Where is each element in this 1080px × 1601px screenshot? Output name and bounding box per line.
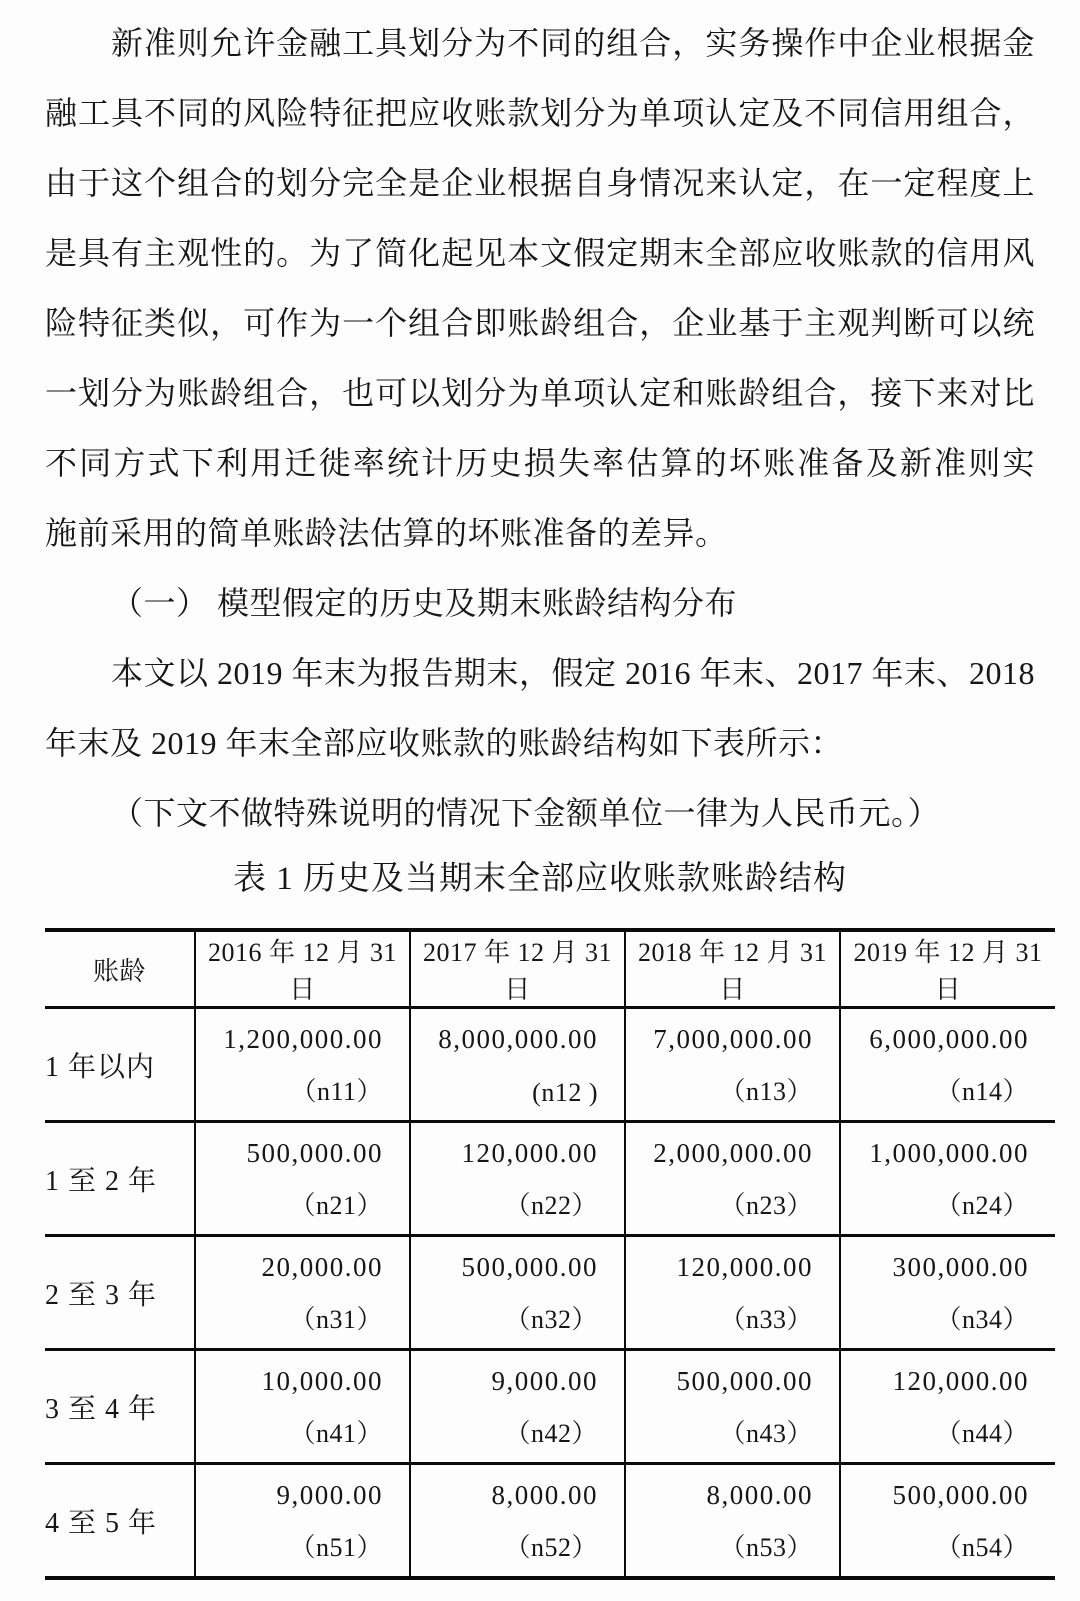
aging-table-wrapper [45, 928, 1055, 1580]
cell-code: （n32） [504, 1305, 598, 1334]
cell-amount: 7,000,000.00 [653, 1024, 813, 1054]
paragraph-line: 是具有主观性的。为了简化起见本文假定期末全部应收账款的信用风 [45, 235, 1035, 271]
cell-amount: 9,000.00 [491, 1366, 598, 1396]
cell-amount: 1,000,000.00 [869, 1138, 1029, 1168]
paragraph-line: 由于这个组合的划分完全是企业根据自身情况来认定，在一定程度上 [45, 165, 1035, 201]
column-header-2019: 2019 年 12 月 31 日 [840, 930, 1055, 1008]
paragraph-line: 施前采用的简单账龄法估算的坏账准备的差异。 [45, 515, 728, 551]
cell-code: （n22） [504, 1191, 598, 1220]
cell-amount: 500,000.00 [676, 1366, 813, 1396]
unit-note: （下文不做特殊说明的情况下金额单位一律为人民币元。） [111, 795, 941, 831]
cell-code: （n21） [289, 1191, 383, 1220]
cell-code: （n44） [935, 1419, 1029, 1448]
paragraph-line: 不同方式下利用迁徙率统计历史损失率估算的坏账准备及新准则实 [45, 445, 1035, 481]
cell-amount: 1,200,000.00 [223, 1024, 383, 1054]
table-cell [411, 1009, 624, 1120]
table-cell [411, 1123, 624, 1234]
table-row [45, 1008, 1055, 1122]
cell-code: （n34） [935, 1305, 1029, 1334]
cell-code: （n41） [289, 1419, 383, 1448]
row-label: 3 至 4 年 [45, 1350, 195, 1464]
cell-amount: 2,000,000.00 [653, 1138, 813, 1168]
table-cell [841, 1009, 1055, 1120]
table-caption: 表 1 历史及当期末全部应收账款账龄结构 [233, 861, 847, 897]
cell-code: （n31） [289, 1305, 383, 1334]
cell-amount: 8,000.00 [706, 1480, 813, 1510]
section-heading: （一） 模型假定的历史及期末账龄结构分布 [111, 585, 738, 621]
cell-amount: 500,000.00 [892, 1480, 1029, 1510]
table-cell [411, 1237, 624, 1348]
cell-amount: 8,000,000.00 [438, 1024, 598, 1054]
row-label: 2 至 3 年 [45, 1236, 195, 1350]
cell-amount: 8,000.00 [491, 1480, 598, 1510]
table-cell [841, 1351, 1055, 1462]
cell-amount: 120,000.00 [676, 1252, 813, 1282]
cell-amount: 20,000.00 [261, 1252, 383, 1282]
cell-amount: 6,000,000.00 [869, 1024, 1029, 1054]
cell-amount: 500,000.00 [461, 1252, 598, 1282]
cell-code: （n51） [289, 1533, 383, 1562]
table-cell [841, 1123, 1055, 1234]
paragraph-line: 新准则允许金融工具划分为不同的组合，实务操作中企业根据金 [111, 25, 1035, 61]
table-cell [841, 1237, 1055, 1348]
column-header-2016: 2016 年 12 月 31 日 [195, 930, 410, 1008]
column-header-age: 账龄 [45, 930, 195, 1008]
paragraph-line: 年末及 2019 年末全部应收账款的账龄结构如下表所示： [45, 725, 844, 761]
cell-code: （n14） [935, 1077, 1029, 1106]
cell-code: （n23） [719, 1191, 813, 1220]
cell-amount: 120,000.00 [892, 1366, 1029, 1396]
cell-code: （n24） [935, 1191, 1029, 1220]
table-cell [196, 1123, 409, 1234]
table-row [45, 1236, 1055, 1350]
table-row [45, 1350, 1055, 1464]
cell-amount: 9,000.00 [276, 1480, 383, 1510]
table-cell [411, 1351, 624, 1462]
table-cell [196, 1009, 409, 1120]
table-row [45, 1464, 1055, 1579]
table-cell [841, 1465, 1055, 1576]
paragraph-line: 险特征类似，可作为一个组合即账龄组合，企业基于主观判断可以统 [45, 305, 1035, 341]
cell-code: （n11） [290, 1077, 383, 1106]
cell-amount: 10,000.00 [261, 1366, 383, 1396]
row-label: 4 至 5 年 [45, 1464, 195, 1579]
paragraph-line: 融工具不同的风险特征把应收账款划分为单项认定及不同信用组合， [45, 95, 1035, 131]
row-label: 1 年以内 [45, 1008, 195, 1122]
table-header-row [45, 930, 1055, 1008]
cell-amount: 120,000.00 [461, 1138, 598, 1168]
cell-code: （n53） [719, 1533, 813, 1562]
table-cell [196, 1237, 409, 1348]
cell-code: (n12 ) [532, 1078, 598, 1107]
column-header-2018: 2018 年 12 月 31 日 [625, 930, 840, 1008]
cell-code: （n43） [719, 1419, 813, 1448]
cell-code: （n33） [719, 1305, 813, 1334]
aging-table [45, 928, 1055, 1580]
table-row [45, 1122, 1055, 1236]
table-cell [626, 1009, 839, 1120]
paragraph-line: 一划分为账龄组合，也可以划分为单项认定和账龄组合，接下来对比 [45, 375, 1035, 411]
cell-code: （n54） [935, 1533, 1029, 1562]
cell-code: （n52） [504, 1533, 598, 1562]
row-label: 1 至 2 年 [45, 1122, 195, 1236]
cell-code: （n13） [719, 1077, 813, 1106]
cell-code: （n42） [504, 1419, 598, 1448]
table-cell [411, 1465, 624, 1576]
table-cell [626, 1123, 839, 1234]
cell-amount: 500,000.00 [246, 1138, 383, 1168]
cell-amount: 300,000.00 [892, 1252, 1029, 1282]
table-cell [196, 1465, 409, 1576]
table-cell [626, 1351, 839, 1462]
paragraph-line: 本文以 2019 年末为报告期末，假定 2016 年末、2017 年末、2018 [111, 655, 1035, 691]
table-cell [626, 1465, 839, 1576]
column-header-2017: 2017 年 12 月 31 日 [410, 930, 625, 1008]
table-cell [196, 1351, 409, 1462]
table-cell [626, 1237, 839, 1348]
